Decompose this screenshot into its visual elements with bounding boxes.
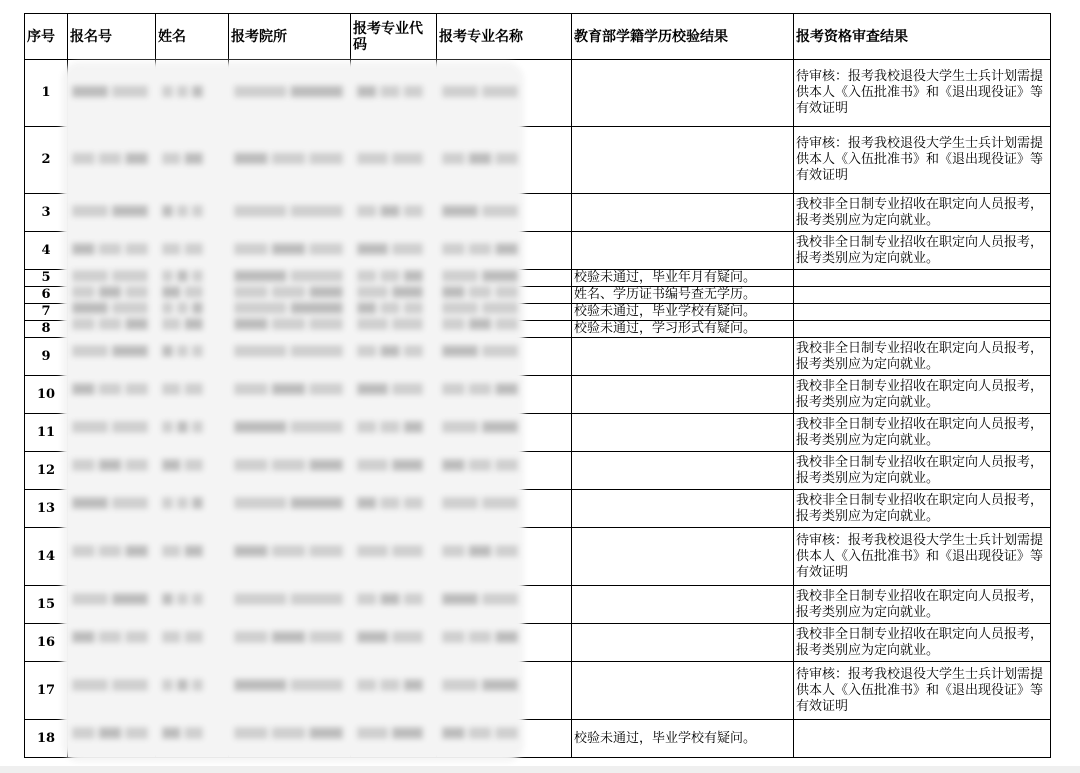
cell-review-result: 我校非全日制专业招收在职定向人员报考，报考类别应为定向就业。 [794,232,1051,270]
cell-seq: 4 [25,232,68,270]
cell-verify-result [572,376,794,414]
cell-name [156,304,229,321]
table-row [25,452,1051,490]
cell-reg-no [68,414,156,452]
cell-major-name [437,490,572,528]
cell-seq: 2 [25,127,68,194]
cell-major-code [351,232,437,270]
cell-major-name [437,127,572,194]
cell-institute [229,194,351,232]
cell-major-name [437,60,572,127]
cell-review-result: 我校非全日制专业招收在职定向人员报考，报考类别应为定向就业。 [794,194,1051,232]
cell-seq: 7 [25,304,68,321]
table-row [25,232,1051,270]
cell-institute [229,60,351,127]
cell-review-result: 待审核：报考我校退役大学生士兵计划需提供本人《入伍批准书》和《退出现役证》等有效证明 [794,662,1051,720]
cell-seq: 1 [25,60,68,127]
cell-name [156,194,229,232]
cell-name [156,528,229,586]
cell-reg-no [68,321,156,338]
cell-name [156,490,229,528]
cell-institute [229,720,351,758]
table-row [25,720,1051,758]
cell-seq: 8 [25,321,68,338]
table-row [25,528,1051,586]
cell-major-name [437,624,572,662]
cell-name [156,127,229,194]
cell-name [156,414,229,452]
cell-seq: 17 [25,662,68,720]
exam-review-table [24,13,1051,758]
cell-verify-result [572,586,794,624]
cell-seq: 6 [25,287,68,304]
cell-seq: 9 [25,338,68,376]
cell-major-name [437,321,572,338]
cell-major-code [351,287,437,304]
cell-reg-no [68,60,156,127]
cell-name [156,624,229,662]
cell-major-name [437,376,572,414]
cell-major-name [437,662,572,720]
cell-institute [229,452,351,490]
cell-major-name [437,528,572,586]
header-review-result: 报考资格审查结果 [794,14,1051,60]
cell-institute [229,287,351,304]
cell-reg-no [68,304,156,321]
cell-major-code [351,414,437,452]
cell-reg-no [68,287,156,304]
table-row [25,414,1051,452]
table-row [25,321,1051,338]
cell-review-result [794,321,1051,338]
cell-review-result [794,304,1051,321]
cell-reg-no [68,662,156,720]
cell-review-result: 我校非全日制专业招收在职定向人员报考，报考类别应为定向就业。 [794,338,1051,376]
cell-reg-no [68,127,156,194]
cell-major-code [351,321,437,338]
cell-major-code [351,338,437,376]
table-header-row [25,14,1051,60]
cell-major-code [351,304,437,321]
table-row [25,60,1051,127]
cell-institute [229,414,351,452]
cell-major-name [437,720,572,758]
cell-institute [229,270,351,287]
table-row [25,287,1051,304]
header-verify-result: 教育部学籍学历校验结果 [572,14,794,60]
cell-verify-result [572,60,794,127]
table-row [25,127,1051,194]
cell-review-result: 我校非全日制专业招收在职定向人员报考，报考类别应为定向就业。 [794,452,1051,490]
table-row [25,304,1051,321]
cell-review-result: 我校非全日制专业招收在职定向人员报考，报考类别应为定向就业。 [794,586,1051,624]
cell-verify-result [572,127,794,194]
cell-major-name [437,452,572,490]
cell-major-code [351,376,437,414]
cell-reg-no [68,194,156,232]
cell-reg-no [68,624,156,662]
cell-institute [229,304,351,321]
cell-review-result: 我校非全日制专业招收在职定向人员报考，报考类别应为定向就业。 [794,414,1051,452]
cell-major-code [351,60,437,127]
cell-institute [229,490,351,528]
cell-seq: 5 [25,270,68,287]
cell-reg-no [68,490,156,528]
table-body [25,60,1051,758]
cell-seq: 12 [25,452,68,490]
cell-major-code [351,194,437,232]
cell-seq: 10 [25,376,68,414]
cell-verify-result: 校验未通过，毕业学校有疑问。 [572,304,794,321]
cell-institute [229,586,351,624]
cell-review-result: 我校非全日制专业招收在职定向人员报考，报考类别应为定向就业。 [794,376,1051,414]
header-institute: 报考院所 [229,14,351,60]
cell-verify-result [572,232,794,270]
table-row [25,338,1051,376]
cell-verify-result [572,414,794,452]
table-row [25,624,1051,662]
cell-verify-result [572,528,794,586]
cell-major-code [351,662,437,720]
cell-reg-no [68,452,156,490]
page-bottom-edge [0,766,1080,773]
cell-review-result [794,287,1051,304]
cell-major-code [351,452,437,490]
cell-institute [229,127,351,194]
cell-verify-result: 校验未通过，毕业学校有疑问。 [572,720,794,758]
cell-review-result: 待审核：报考我校退役大学生士兵计划需提供本人《入伍批准书》和《退出现役证》等有效证明 [794,528,1051,586]
cell-reg-no [68,528,156,586]
table-row [25,194,1051,232]
cell-seq: 14 [25,528,68,586]
cell-verify-result [572,338,794,376]
cell-review-result: 待审核：报考我校退役大学生士兵计划需提供本人《入伍批准书》和《退出现役证》等有效证明 [794,127,1051,194]
cell-review-result: 我校非全日制专业招收在职定向人员报考，报考类别应为定向就业。 [794,490,1051,528]
table-row [25,376,1051,414]
cell-seq: 11 [25,414,68,452]
table-row [25,586,1051,624]
cell-reg-no [68,338,156,376]
cell-institute [229,662,351,720]
table-row [25,490,1051,528]
header-major-name: 报考专业名称 [437,14,572,60]
cell-name [156,60,229,127]
cell-name [156,662,229,720]
cell-seq: 15 [25,586,68,624]
cell-name [156,338,229,376]
cell-reg-no [68,376,156,414]
cell-verify-result: 校验未通过，学习形式有疑问。 [572,321,794,338]
cell-major-code [351,490,437,528]
cell-reg-no [68,586,156,624]
cell-major-name [437,270,572,287]
cell-name [156,376,229,414]
cell-institute [229,338,351,376]
cell-verify-result [572,194,794,232]
cell-review-result [794,270,1051,287]
cell-verify-result [572,490,794,528]
cell-verify-result: 校验未通过，毕业年月有疑问。 [572,270,794,287]
cell-institute [229,528,351,586]
cell-verify-result: 姓名、学历证书编号查无学历。 [572,287,794,304]
cell-institute [229,624,351,662]
cell-major-code [351,586,437,624]
cell-major-name [437,414,572,452]
cell-name [156,287,229,304]
header-reg-no: 报名号 [68,14,156,60]
cell-major-code [351,270,437,287]
cell-name [156,720,229,758]
cell-major-name [437,586,572,624]
header-seq: 序号 [25,14,68,60]
cell-verify-result [572,624,794,662]
cell-seq: 18 [25,720,68,758]
cell-name [156,452,229,490]
cell-reg-no [68,270,156,287]
cell-seq: 16 [25,624,68,662]
cell-name [156,321,229,338]
cell-reg-no [68,232,156,270]
cell-review-result: 我校非全日制专业招收在职定向人员报考，报考类别应为定向就业。 [794,624,1051,662]
cell-major-code [351,624,437,662]
cell-reg-no [68,720,156,758]
cell-review-result: 待审核：报考我校退役大学生士兵计划需提供本人《入伍批准书》和《退出现役证》等有效证明 [794,60,1051,127]
cell-major-name [437,338,572,376]
table-row [25,270,1051,287]
cell-verify-result [572,452,794,490]
cell-institute [229,232,351,270]
cell-institute [229,321,351,338]
cell-seq: 3 [25,194,68,232]
cell-major-name [437,304,572,321]
header-name: 姓名 [156,14,229,60]
cell-verify-result [572,662,794,720]
cell-seq: 13 [25,490,68,528]
cell-major-name [437,232,572,270]
cell-major-name [437,194,572,232]
cell-name [156,232,229,270]
cell-major-code [351,127,437,194]
cell-review-result [794,720,1051,758]
document-page [24,13,1050,758]
cell-major-code [351,528,437,586]
cell-institute [229,376,351,414]
cell-name [156,270,229,287]
table-row [25,662,1051,720]
cell-name [156,586,229,624]
header-major-code: 报考专业代码 [351,14,437,60]
cell-major-name [437,287,572,304]
cell-major-code [351,720,437,758]
